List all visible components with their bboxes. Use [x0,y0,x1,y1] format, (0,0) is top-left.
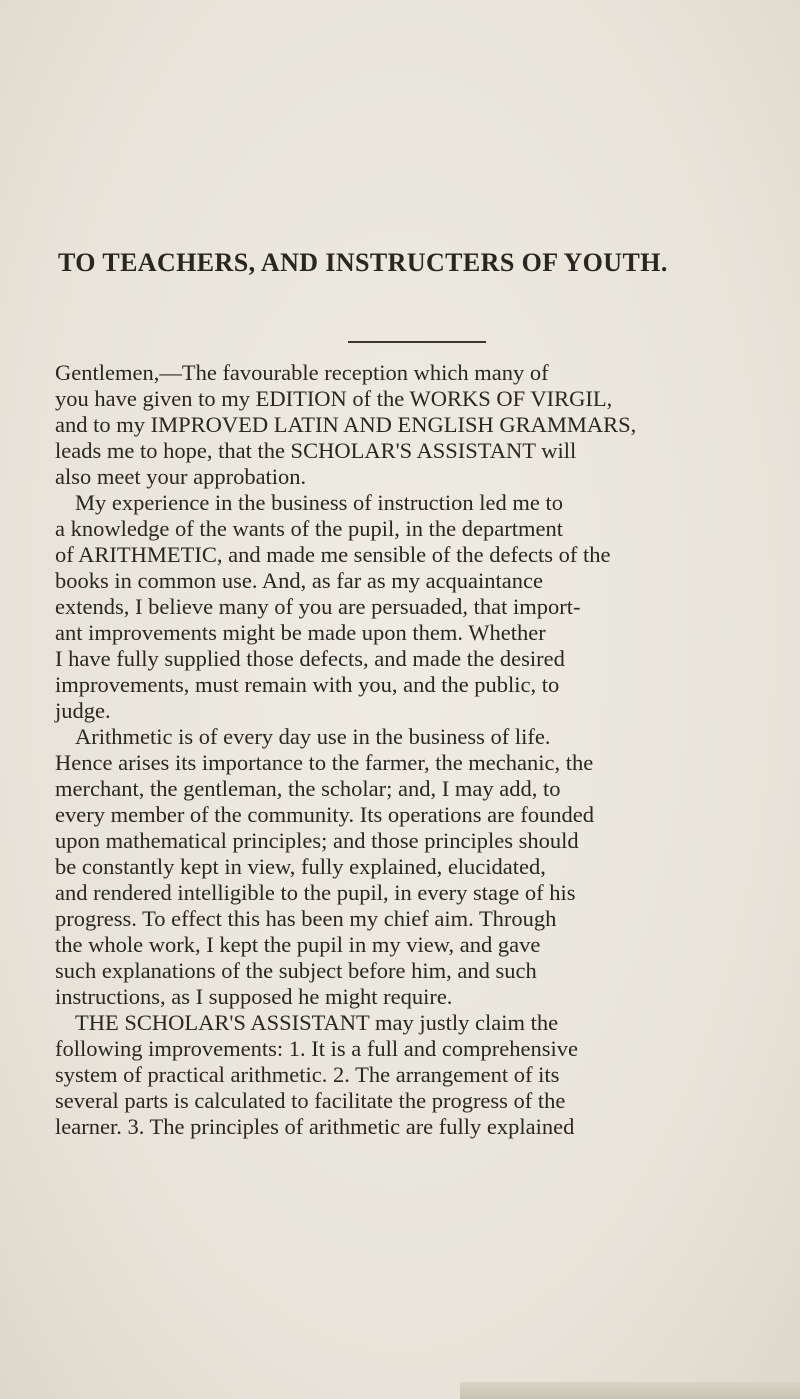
preface-text [55,360,763,1140]
text-line: upon mathematical principles; and those principles should [55,828,579,853]
text-line: leads me to hope, that the SCHOLAR'S ASSISTANT will [55,438,577,463]
text-line: the whole work, I kept the pupil in my view, and gave [55,932,541,957]
heading-rule [348,341,486,343]
text-line: you have given to my EDITION of the WORKS OF VIRGIL, [55,386,613,411]
text-line: such explanations of the subject before him, and such [55,958,537,983]
text-line: and rendered intelligible to the pupil, in every stage of his [55,880,576,905]
text-line: Gentlemen,—The favourable reception which many of [55,360,549,385]
page-edge [460,1382,800,1399]
text-line: of ARITHMETIC, and made me sensible of the defects of the [55,542,611,567]
text-line: a knowledge of the wants of the pupil, in the department [55,516,563,541]
text-line: also meet your approbation. [55,464,307,489]
text-line: Hence arises its importance to the farmer, the mechanic, the [55,750,594,775]
text-line: My experience in the business of instruction led me to [75,490,564,515]
text-line: following improvements: 1. It is a full and comprehensive [55,1036,579,1061]
text-line: merchant, the gentleman, the scholar; and, I may add, to [55,776,561,801]
text-line: every member of the community. Its operations are founded [55,802,594,827]
text-line: judge. [55,698,111,723]
text-line: progress. To effect this has been my chief aim. Through [55,906,557,931]
text-line: extends, I believe many of you are persuaded, that import- [55,594,581,619]
page-heading: TO TEACHERS, AND INSTRUCTERS OF YOUTH. [58,248,668,277]
text-line: THE SCHOLAR'S ASSISTANT may justly claim the [75,1010,559,1035]
text-line: Arithmetic is of every day use in the business of life. [75,724,551,749]
text-line: be constantly kept in view, fully explained, elucidated, [55,854,546,879]
text-line: learner. 3. The principles of arithmetic are fully explained [55,1114,575,1139]
text-line: ant improvements might be made upon them. Whether [55,620,546,645]
text-line: improvements, must remain with you, and the public, to [55,672,560,697]
text-line: I have fully supplied those defects, and made the desired [55,646,565,671]
text-line: and to my IMPROVED LATIN AND ENGLISH GRAMMARS, [55,412,637,437]
text-line: system of practical arithmetic. 2. The arrangement of its [55,1062,560,1087]
text-line: books in common use. And, as far as my acquaintance [55,568,544,593]
text-line: instructions, as I supposed he might require. [55,984,453,1009]
text-line: several parts is calculated to facilitate the progress of the [55,1088,566,1113]
